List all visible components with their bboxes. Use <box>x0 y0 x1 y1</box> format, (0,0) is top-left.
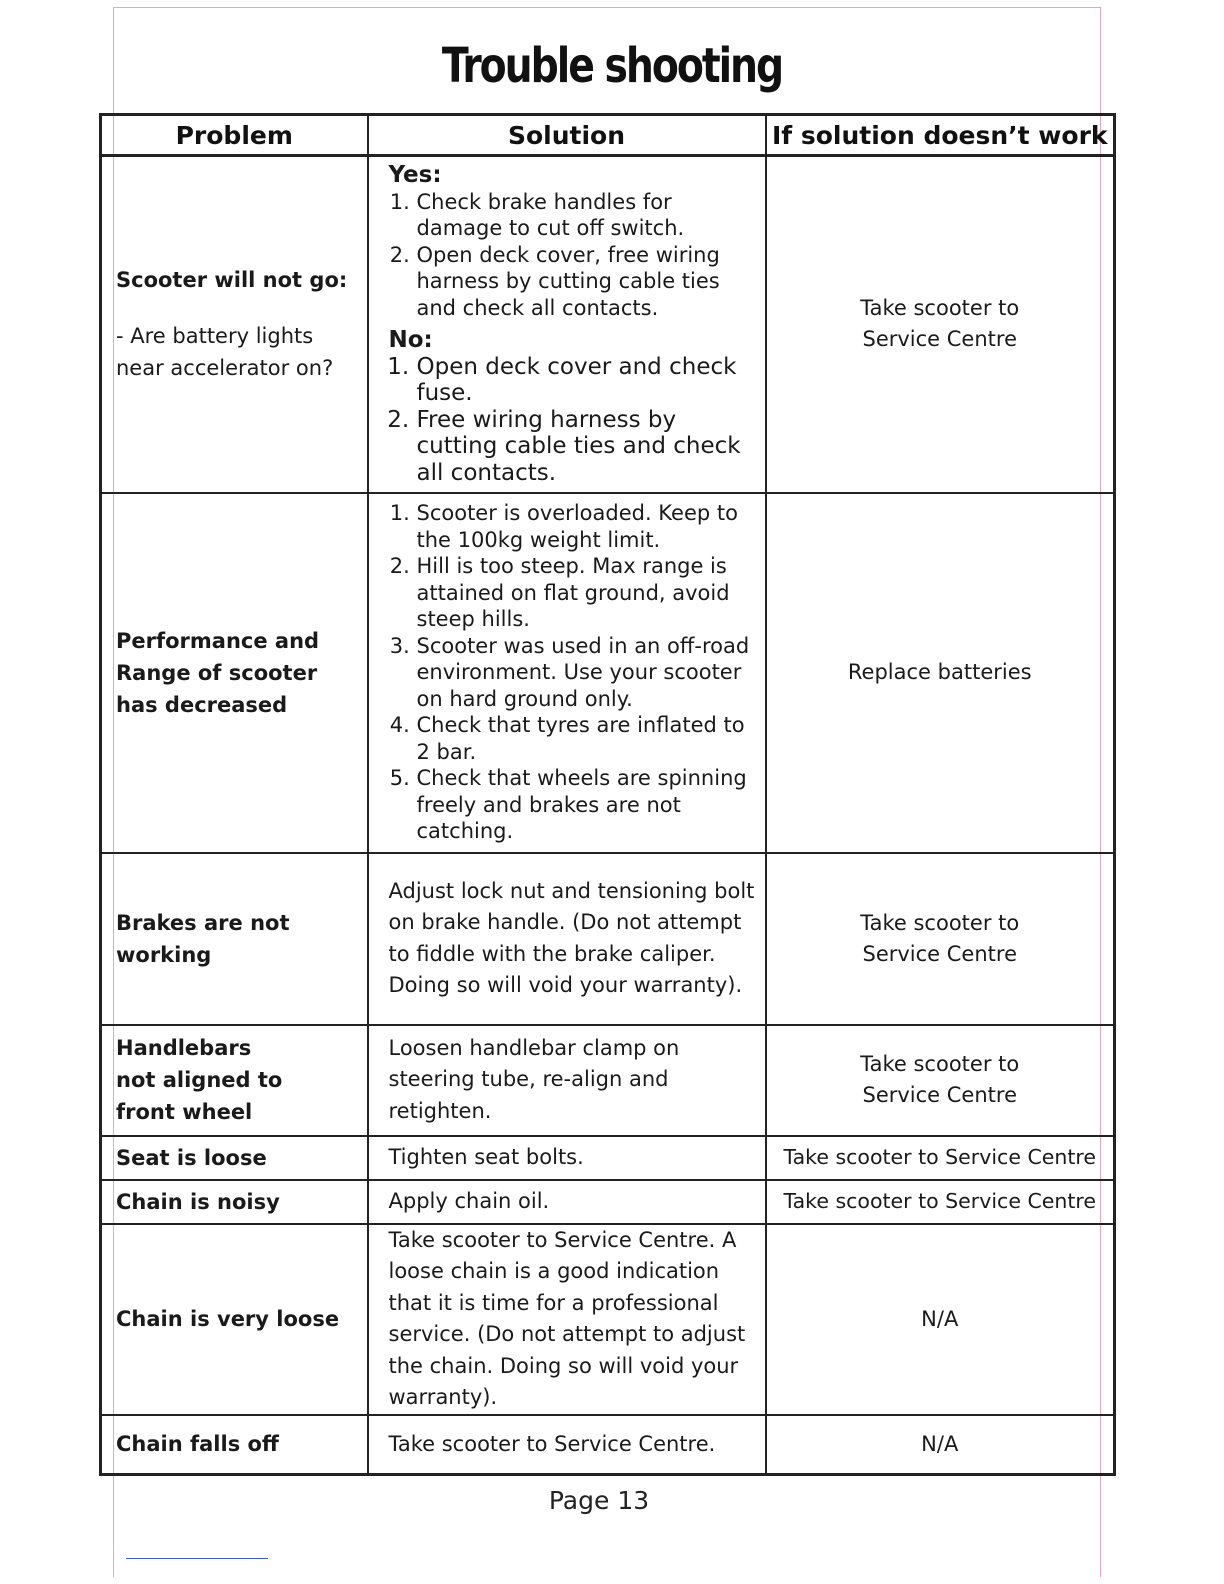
fallback-text: Take scooter to Service Centre <box>783 1189 1096 1213</box>
problem-cell <box>101 1136 368 1180</box>
fallback-cell <box>766 853 1115 1025</box>
table-row <box>101 1025 1115 1136</box>
list-item: 2. Hill is too steep. Max range is attained on flat ground, avoid steep hills. <box>417 553 761 633</box>
list-item: 1. Check brake handles for damage to cut off switch. <box>417 189 761 242</box>
list-item: 1. Scooter is overloaded. Keep to the 100kg weight limit. <box>417 500 761 553</box>
solution-cell <box>368 156 766 493</box>
problem-subtext: - Are battery lights near accelerator on? <box>116 324 334 381</box>
table-row <box>101 493 1115 853</box>
list-item: 5. Check that wheels are spinning freely and brakes are not catching. <box>417 765 761 845</box>
solution-cell <box>368 493 766 853</box>
problem-text: Scooter will not go: <box>116 268 348 293</box>
page-number: Page 13 <box>548 1486 650 1515</box>
yes-steps <box>389 189 761 322</box>
solution-text: Apply chain oil. <box>388 1189 550 1214</box>
solution-text: Take scooter to Service Centre. A loose chain is a good indication that it is time for a professional service. (Do not attempt to adjust the chain. Doing so will void your warranty). <box>388 1227 746 1409</box>
solution-cell <box>368 1224 766 1415</box>
fallback-text: N/A <box>921 1431 959 1456</box>
no-steps <box>389 354 761 487</box>
problem-cell <box>101 1025 368 1136</box>
problem-cell <box>101 853 368 1025</box>
problem-cell <box>101 1415 368 1475</box>
problem-text: Brakes are not working <box>116 910 290 967</box>
fallback-cell <box>766 1224 1115 1415</box>
problem-cell <box>101 156 368 493</box>
list-item: 2. Open deck cover, free wiring harness by cutting cable ties and check all contacts. <box>417 242 761 322</box>
problem-text: Chain is noisy <box>116 1189 280 1214</box>
header-problem: Problem <box>101 115 368 156</box>
header-solution: Solution <box>368 115 766 156</box>
solution-text: Tighten seat bolts. <box>388 1145 584 1170</box>
footnote-rule <box>126 1558 268 1559</box>
fallback-cell <box>766 1180 1115 1224</box>
yes-label: Yes: <box>388 162 442 189</box>
fallback-text: N/A <box>921 1306 959 1331</box>
fallback-cell <box>766 1415 1115 1475</box>
list-item: 3. Scooter was used in an off-road environment. Use your scooter on hard ground only. <box>417 633 761 713</box>
problem-cell <box>101 1224 368 1415</box>
solution-text: Take scooter to Service Centre. <box>388 1432 716 1456</box>
problem-text: Chain is very loose <box>116 1307 340 1331</box>
table-row <box>101 156 1115 493</box>
fallback-text: Take scooter to Service Centre <box>783 1145 1096 1169</box>
solution-cell <box>368 1025 766 1136</box>
fallback-text: Take scooter to Service Centre <box>860 1052 1020 1107</box>
list-item: 2. Free wiring harness by cutting cable ties and check all contacts. <box>417 407 761 487</box>
page-title: Trouble shooting <box>441 38 783 94</box>
fallback-text: Replace batteries <box>847 660 1032 684</box>
fallback-cell <box>766 493 1115 853</box>
troubleshooting-table <box>99 113 1116 1476</box>
no-label: No: <box>388 327 433 354</box>
problem-text: Seat is loose <box>116 1145 267 1170</box>
table-row <box>101 1415 1115 1475</box>
solution-text: Loosen handlebar clamp on steering tube, re-align and retighten. <box>388 1035 680 1123</box>
fallback-cell <box>766 1136 1115 1180</box>
table-row <box>101 853 1115 1025</box>
header-fallback: If solution doesn’t work <box>766 115 1115 156</box>
list-item: 1. Open deck cover and check fuse. <box>417 354 761 407</box>
problem-text: Handlebars not aligned to front wheel <box>116 1036 283 1124</box>
problem-cell <box>101 1180 368 1224</box>
problem-cell <box>101 493 368 853</box>
solution-text: Adjust lock nut and tensioning bolt on brake handle. (Do not attempt to fiddle with the brake caliper. Doing so will void your warranty). <box>388 878 755 997</box>
problem-text: Performance and Range of scooter has decreased <box>116 628 320 717</box>
fallback-cell <box>766 1025 1115 1136</box>
fallback-text: Take scooter to Service Centre <box>860 296 1020 352</box>
solution-steps <box>389 500 761 845</box>
margin-guide-top <box>113 7 1101 8</box>
list-item: 4. Check that tyres are inflated to 2 bar. <box>417 712 761 765</box>
table-row <box>101 1224 1115 1415</box>
table-row <box>101 1180 1115 1224</box>
solution-cell <box>368 1180 766 1224</box>
solution-cell <box>368 1415 766 1475</box>
fallback-text: Take scooter to Service Centre <box>860 910 1020 966</box>
fallback-cell <box>766 156 1115 493</box>
problem-text: Chain falls off <box>116 1432 279 1457</box>
solution-cell <box>368 853 766 1025</box>
table-header-row <box>101 115 1115 156</box>
table-row <box>101 1136 1115 1180</box>
solution-cell <box>368 1136 766 1180</box>
